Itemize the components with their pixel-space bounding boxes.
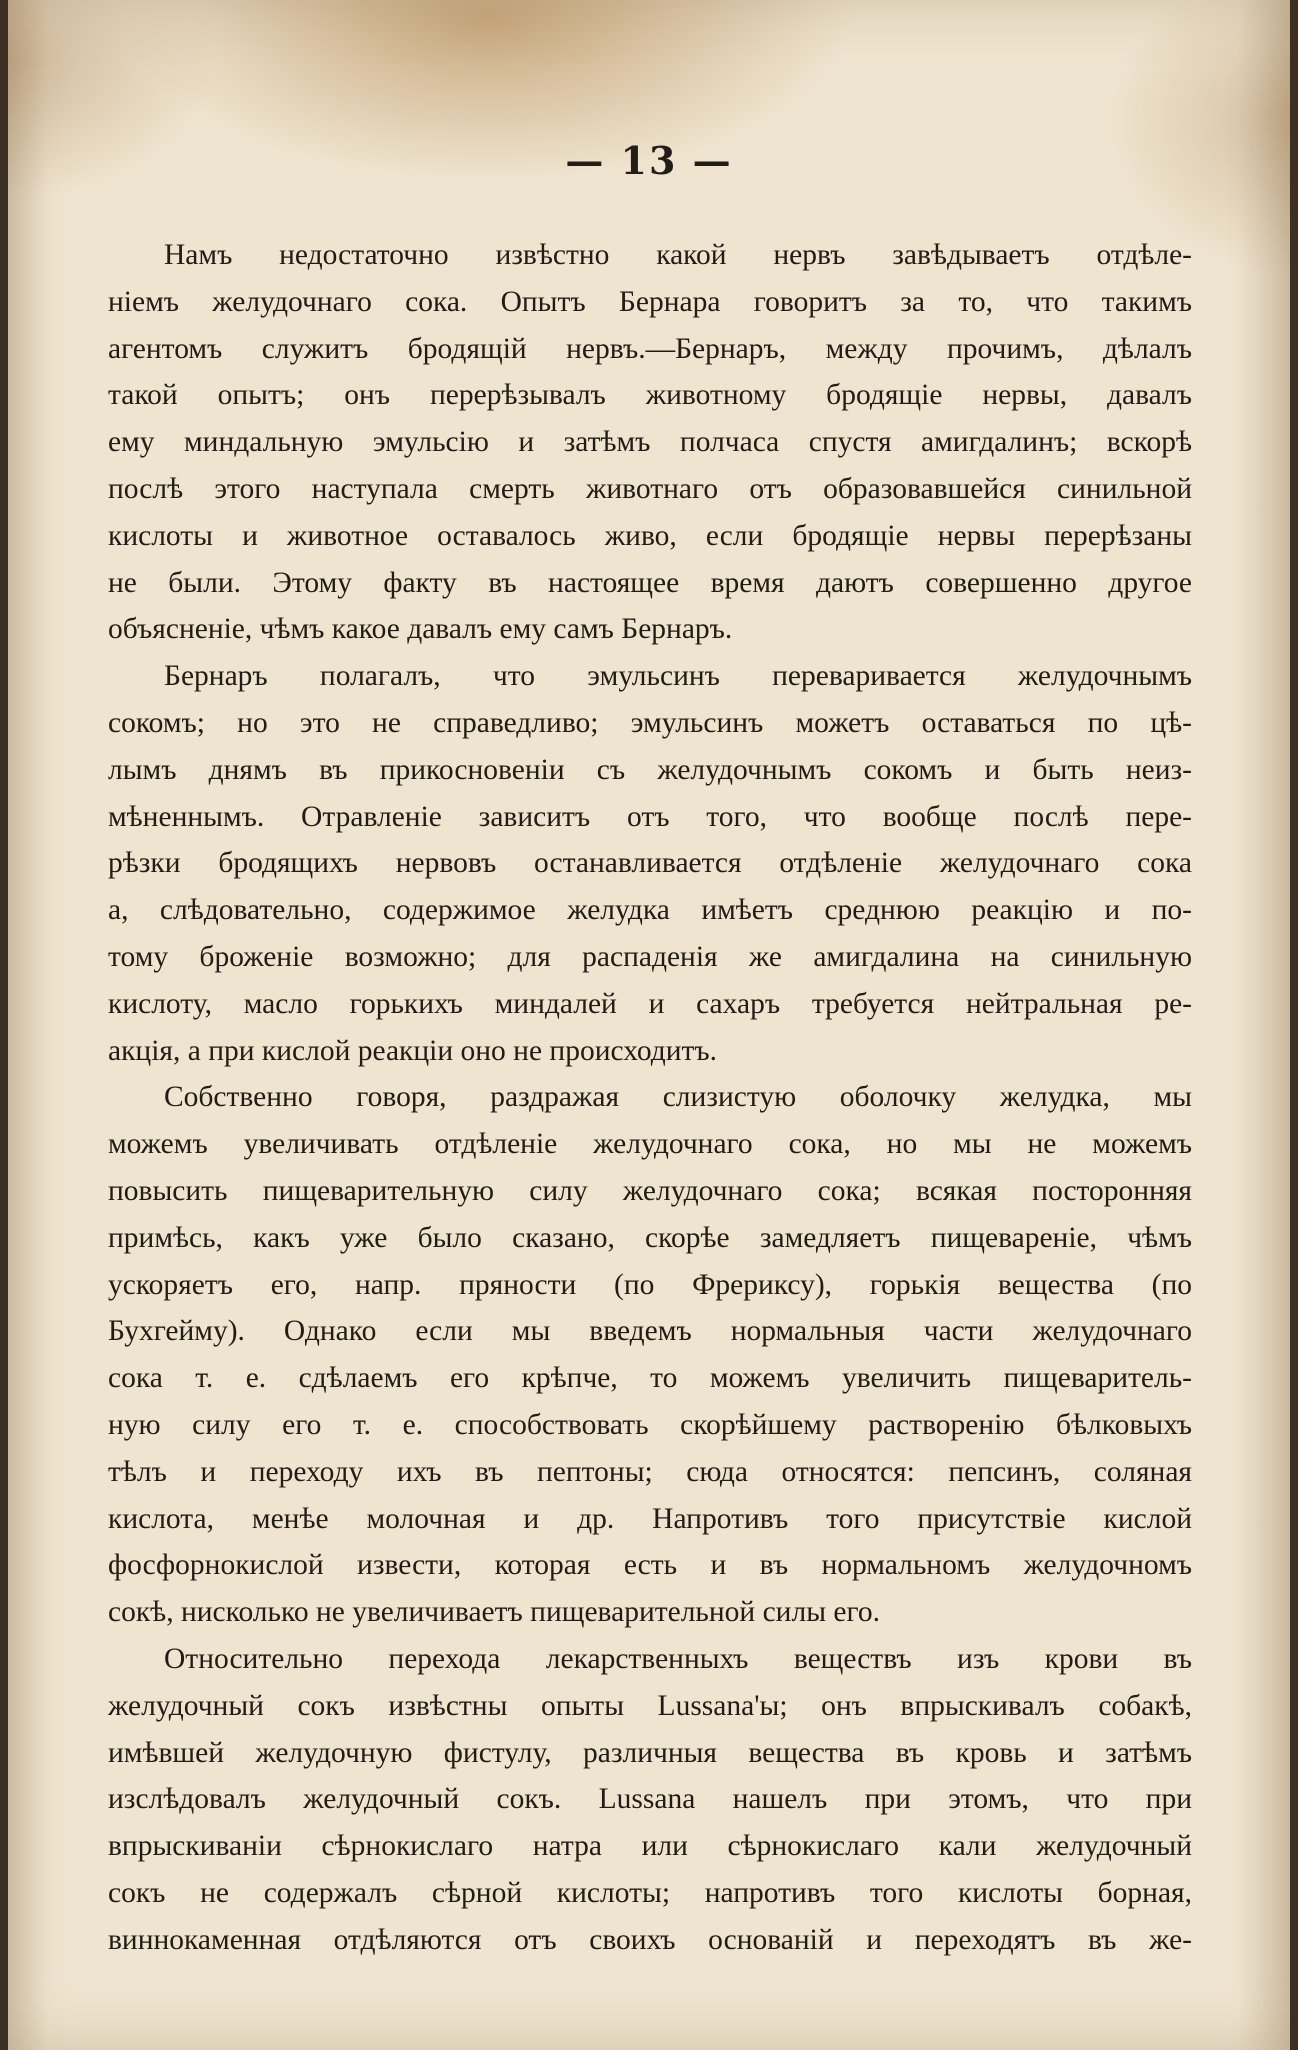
text-line: кислоты и животное оставалось живо, если бродящіе нервы перерѣзаны xyxy=(108,519,1192,552)
text-line: сокѣ, нисколько не увеличиваетъ пищеварительной силы его. xyxy=(108,1596,880,1629)
text-line: послѣ этого наступала смерть животнаго отъ образовавшейся синильной xyxy=(108,472,1192,505)
text-line: ную силу его т. е. способствовать скорѣйшему растворенію бѣлковыхъ xyxy=(108,1408,1192,1441)
text-line: Бернаръ полагалъ, что эмульсинъ переваривается желудочнымъ xyxy=(164,660,1192,693)
page-number: — 13 — xyxy=(565,138,733,183)
text-line: желудочный сокъ извѣстны опыты Lussana'ы; онъ впрыскивалъ собакѣ, xyxy=(108,1689,1192,1722)
paragraph-2 xyxy=(108,653,1192,1074)
text-line: изслѣдовалъ желудочный сокъ. Lussana нашелъ при этомъ, что при xyxy=(108,1783,1192,1816)
text-line: фосфорнокислой извести, которая есть и въ нормальномъ желудочномъ xyxy=(108,1549,1192,1582)
text-line: Относительно перехода лекарственныхъ веществъ изъ крови въ xyxy=(164,1642,1192,1675)
text-line: повысить пищеварительную силу желудочнаго сока; всякая посторонняя xyxy=(108,1174,1192,1207)
text-line: сокъ не содержалъ сѣрной кислоты; напротивъ того кислоты борная, xyxy=(108,1876,1192,1909)
text-line: Бухгейму). Однако если мы введемъ нормальныя части желудочнаго xyxy=(108,1315,1192,1348)
text-line: ему миндальную эмульсію и затѣмъ полчаса спустя амигдалинъ; вскорѣ xyxy=(108,426,1192,459)
text-line: можемъ увеличивать отдѣленіе желудочнаго сока, но мы не можемъ xyxy=(108,1128,1192,1161)
text-line: не были. Этому факту въ настоящее время даютъ совершенно другое xyxy=(108,566,1192,599)
text-line: акція, а при кислой реакціи оно не происходитъ. xyxy=(108,1034,718,1067)
text-line: ускоряетъ его, напр. пряности (по Фрериксу), горькія вещества (по xyxy=(108,1268,1192,1301)
text-line: тѣлъ и переходу ихъ въ пептоны; сюда относятся: пепсинъ, соляная xyxy=(108,1455,1192,1488)
text-line: объясненіе, чѣмъ какое давалъ ему самъ Бернаръ. xyxy=(108,613,733,646)
text-line: мѣненнымъ. Отравленіе зависитъ отъ того, что вообще послѣ пере- xyxy=(108,800,1192,833)
text-line: лымъ днямъ въ прикосновеніи съ желудочнымъ сокомъ и быть неиз- xyxy=(108,753,1192,786)
text-line: агентомъ служитъ бродящій нервъ.—Бернаръ, между прочимъ, дѣлалъ xyxy=(108,332,1192,365)
paragraph-4 xyxy=(108,1636,1192,1964)
text-line: имѣвшей желудочную фистулу, различныя вещества въ кровь и затѣмъ xyxy=(108,1736,1192,1769)
text-line: тому броженіе возможно; для распаденія же амигдалина на синильную xyxy=(108,940,1192,973)
book-page xyxy=(8,0,1290,2050)
text-line: такой опытъ; онъ перерѣзывалъ животному бродящіе нервы, давалъ xyxy=(108,379,1192,412)
text-line: сока т. е. сдѣлаемъ его крѣпче, то можемъ увеличить пищеваритель- xyxy=(108,1362,1192,1395)
paragraph-1 xyxy=(108,232,1192,653)
text-line: кислота, менѣе молочная и др. Напротивъ того присутствіе кислой xyxy=(108,1502,1192,1535)
text-line: ніемъ желудочнаго сока. Опытъ Бернара говоритъ за то, что такимъ xyxy=(108,285,1192,318)
text-line: впрыскиваніи сѣрнокислаго натра или сѣрнокислаго кали желудочный xyxy=(108,1830,1192,1863)
text-line: примѣсь, какъ уже было сказано, скорѣе замедляетъ пищевареніе, чѣмъ xyxy=(108,1221,1192,1254)
body-text xyxy=(108,232,1192,1963)
text-line: рѣзки бродящихъ нервовъ останавливается отдѣленіе желудочнаго сока xyxy=(108,847,1192,880)
text-line: Намъ недостаточно извѣстно какой нервъ завѣдываетъ отдѣле- xyxy=(164,239,1192,271)
text-line: а, слѣдовательно, содержимое желудка имѣетъ среднюю реакцію и по- xyxy=(108,894,1192,927)
paragraph-3 xyxy=(108,1074,1192,1636)
text-line: виннокаменная отдѣляются отъ своихъ основаній и переходятъ въ же- xyxy=(108,1923,1192,1956)
text-line: кислоту, масло горькихъ миндалей и сахаръ требуется нейтральная ре- xyxy=(108,987,1192,1020)
text-line: сокомъ; но это не справедливо; эмульсинъ можетъ оставаться по цѣ- xyxy=(108,706,1192,739)
text-line: Собственно говоря, раздражая слизистую оболочку желудка, мы xyxy=(164,1081,1192,1114)
